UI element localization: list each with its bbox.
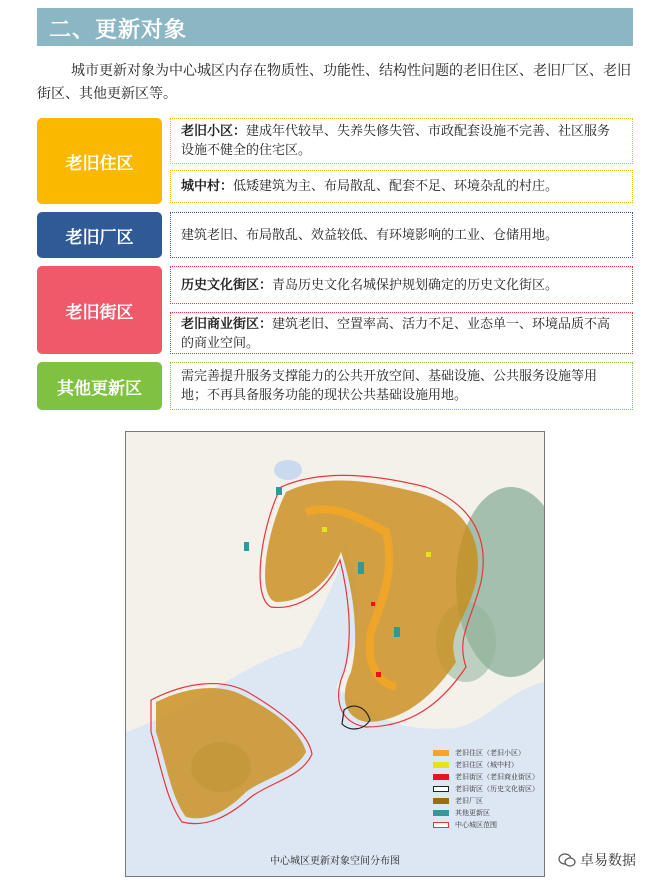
legend-item xyxy=(433,747,539,759)
legend-label: 老旧厂区 xyxy=(455,797,483,805)
legend-swatch xyxy=(433,750,449,756)
definition-term: 历史文化街区： xyxy=(181,278,273,293)
definition-urban-village xyxy=(170,170,633,203)
renewal-block xyxy=(426,552,431,557)
renewal-block xyxy=(244,542,249,551)
definition-text: 建筑老旧、布局散乱、效益较低、有环境影响的工业、仓储用地。 xyxy=(181,228,559,243)
legend-swatch xyxy=(433,798,449,804)
legend-swatch xyxy=(433,762,449,768)
legend-swatch xyxy=(433,774,449,780)
watermark xyxy=(558,850,636,870)
renewal-block xyxy=(358,562,364,574)
legend-swatch xyxy=(433,822,449,828)
renewal-block xyxy=(276,487,282,495)
renewal-block xyxy=(394,627,400,637)
wechat-icon xyxy=(558,853,576,867)
legend-item xyxy=(433,819,539,831)
definition-old-community xyxy=(170,118,633,164)
legend-swatch xyxy=(433,786,449,792)
legend-label: 老旧街区（老旧商业街区） xyxy=(455,773,539,781)
definition-text: 低矮建筑为主、布局散乱、配套不足、环境杂乱的村庄。 xyxy=(233,179,559,194)
legend-item xyxy=(433,771,539,783)
legend-item xyxy=(433,807,539,819)
legend-item xyxy=(433,759,539,771)
distribution-map xyxy=(125,431,545,877)
category-old-street xyxy=(37,266,162,354)
definition-historic-district xyxy=(170,266,633,304)
definition-term: 老旧小区： xyxy=(181,124,247,139)
category-label: 其他更新区 xyxy=(57,378,142,399)
category-old-residential xyxy=(37,118,162,204)
definition-text: 建筑老旧、空置率高、活力不足、业态单一、环境品质不高的商业空间。 xyxy=(181,317,611,351)
renewal-block xyxy=(376,672,381,677)
legend-swatch xyxy=(433,810,449,816)
definition-other-renewal xyxy=(170,362,633,410)
section-title: 二、更新对象 xyxy=(49,18,188,43)
legend-label: 老旧住区（老旧小区） xyxy=(455,749,525,757)
definition-term: 城中村： xyxy=(181,179,234,194)
definition-text: 青岛历史文化名城保护规划确定的历史文化街区。 xyxy=(272,278,559,293)
definition-text: 建成年代较早、失养失修失管、市政配套设施不完善、社区服务设施不健全的住宅区。 xyxy=(181,124,611,158)
intro-paragraph: 城市更新对象为中心城区内存在物质性、功能性、结构性问题的老旧住区、老旧厂区、老旧街区、其他更新区等。 xyxy=(37,63,631,102)
category-other-renewal xyxy=(37,362,162,410)
category-old-factory xyxy=(37,212,162,258)
legend-item xyxy=(433,795,539,807)
legend-label: 其他更新区 xyxy=(455,809,490,817)
legend-label: 老旧街区（历史文化街区） xyxy=(455,785,539,793)
definition-term: 老旧商业街区： xyxy=(181,317,273,332)
legend-label: 老旧住区（城中村） xyxy=(455,761,518,769)
map-caption: 中心城区更新对象空间分布图 xyxy=(270,856,400,867)
definition-old-factory xyxy=(170,212,633,258)
renewal-block xyxy=(322,527,327,532)
section-header xyxy=(37,8,633,46)
legend-item xyxy=(433,783,539,795)
category-label: 老旧住区 xyxy=(65,153,134,174)
category-label: 老旧厂区 xyxy=(65,227,134,248)
category-label: 老旧街区 xyxy=(65,302,134,323)
watermark-text: 卓易数据 xyxy=(580,853,636,869)
legend-label: 中心城区范围 xyxy=(455,821,497,829)
renewal-block xyxy=(371,602,375,606)
definition-text: 需完善提升服务支撑能力的公共开放空间、基础设施、公共服务设施等用地；不再具备服务功能的现状公共基础设施用地。 xyxy=(181,369,598,403)
map-legend xyxy=(433,747,539,831)
reservoir xyxy=(274,460,302,480)
definition-commercial-street xyxy=(170,312,633,354)
